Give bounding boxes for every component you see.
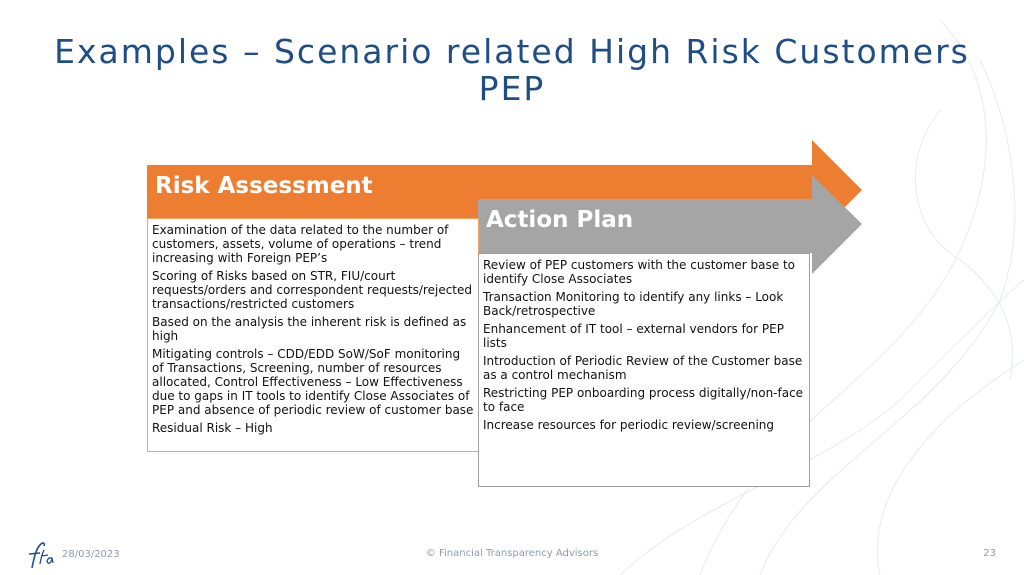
page-number: 23 (983, 548, 996, 559)
fta-logo (26, 540, 56, 570)
slide-title-line-2: PEP (478, 69, 546, 108)
action-plan-item: Transaction Monitoring to identify any links – Look Back/retrospective (483, 290, 784, 318)
action-plan-item: Introduction of Periodic Review of the Customer base as a control mechanism (483, 354, 803, 382)
risk-assessment-item: Examination of the data related to the number of customers, assets, volume of operations – trend increasing with Foreign PEP’s (152, 223, 449, 265)
risk-assessment-box (147, 218, 479, 452)
risk-assessment-item: Scoring of Risks based on STR, FIU/court requests/orders and correspondent requests/rejected transactions/restricted customers (152, 269, 473, 311)
action-plan-label: Action Plan (486, 207, 634, 233)
risk-assessment-item: Mitigating controls – CDD/EDD SoW/SoF monitoring of Transactions, Screening, number of resources allocated, Control Effectiveness – Low Effectiveness due to gaps in IT tools to identify Close Associates of PEP and absence of periodic review of customer base (152, 347, 474, 417)
action-plan-item: Increase resources for periodic review/screening (483, 418, 775, 432)
footer-date: 28/03/2023 (62, 549, 120, 560)
action-plan-item: Review of PEP customers with the customer base to identify Close Associates (483, 258, 796, 286)
action-plan-item: Restricting PEP onboarding process digitally/non-face to face (483, 386, 804, 414)
risk-assessment-item: Residual Risk – High (152, 421, 273, 435)
footer-copyright: © Financial Transparency Advisors (425, 548, 599, 559)
risk-assessment-label: Risk Assessment (155, 173, 373, 199)
action-plan-box (478, 253, 810, 487)
risk-assessment-item: Based on the analysis the inherent risk is defined as high (152, 315, 467, 343)
slide-title-line-1: Examples – Scenario related High Risk Customers (54, 32, 970, 71)
action-plan-item: Enhancement of IT tool – external vendors for PEP lists (483, 322, 784, 350)
